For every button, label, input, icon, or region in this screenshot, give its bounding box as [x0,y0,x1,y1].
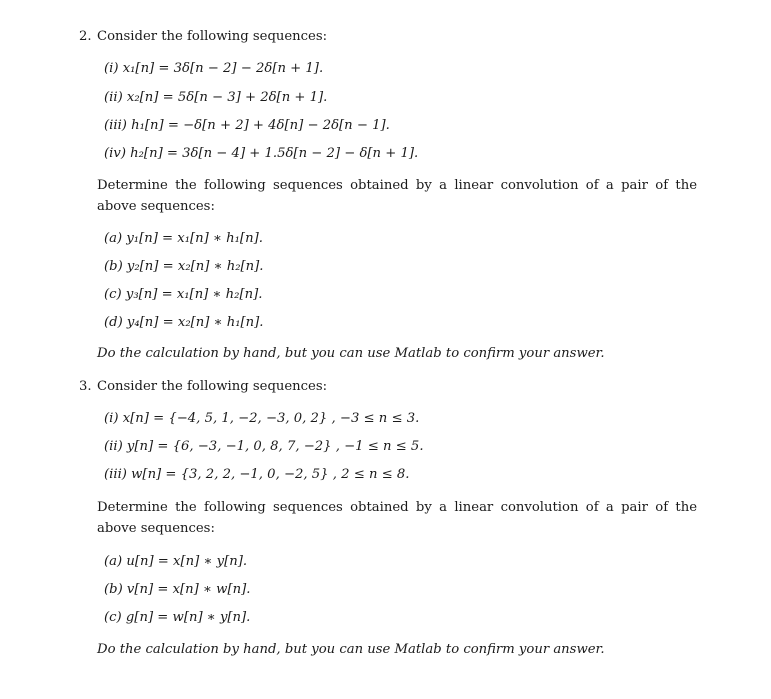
question-3-intro: Consider the following sequences: [97,379,328,394]
q2-part-b: (b) y₂[n] = x₂[n] ∗ h₂[n]. [104,259,264,274]
q3-part-b: (b) v[n] = x[n] ∗ w[n]. [104,582,251,597]
q3-task: Determine the following sequences obtained by a linear convolution of a pair of the above sequences: [97,500,697,536]
q2-sequence-i: (i) x₁[n] = 3δ[n − 2] − 2δ[n + 1]. [104,61,324,76]
q2-part-a: (a) y₁[n] = x₁[n] ∗ h₁[n]. [104,231,263,246]
q3-part-c: (c) g[n] = w[n] ∗ y[n]. [104,610,251,625]
q2-sequence-ii: (ii) x₂[n] = 5δ[n − 3] + 2δ[n + 1]. [104,90,328,105]
q2-part-d: (d) y₄[n] = x₂[n] ∗ h₁[n]. [104,315,264,330]
q3-sequence-iii: (iii) w[n] = {3, 2, 2, −1, 0, −2, 5} , 2 ≤ n ≤ 8. [104,467,410,482]
question-2-intro: Consider the following sequences: [97,29,328,44]
q2-note: Do the calculation by hand, but you can use Matlab to confirm your answer. [97,346,605,361]
q3-sequence-i: (i) x[n] = {−4, 5, 1, −2, −3, 0, 2} , −3 ≤ n ≤ 3. [104,411,420,426]
q3-note: Do the calculation by hand, but you can use Matlab to confirm your answer. [97,642,605,657]
question-3-number: 3. [79,379,92,394]
q2-part-c: (c) y₃[n] = x₁[n] ∗ h₂[n]. [104,287,263,302]
q2-task: Determine the following sequences obtained by a linear convolution of a pair of the above sequences: [97,178,697,214]
q3-sequence-ii: (ii) y[n] = {6, −3, −1, 0, 8, 7, −2} , −1 ≤ n ≤ 5. [104,439,424,454]
q3-part-a: (a) u[n] = x[n] ∗ y[n]. [104,554,248,569]
question-2-number: 2. [79,29,92,44]
q2-sequence-iii: (iii) h₁[n] = −δ[n + 2] + 4δ[n] − 2δ[n − 1]. [104,118,390,133]
q2-sequence-iv: (iv) h₂[n] = 3δ[n − 4] + 1.5δ[n − 2] − δ[n + 1]. [104,146,419,161]
